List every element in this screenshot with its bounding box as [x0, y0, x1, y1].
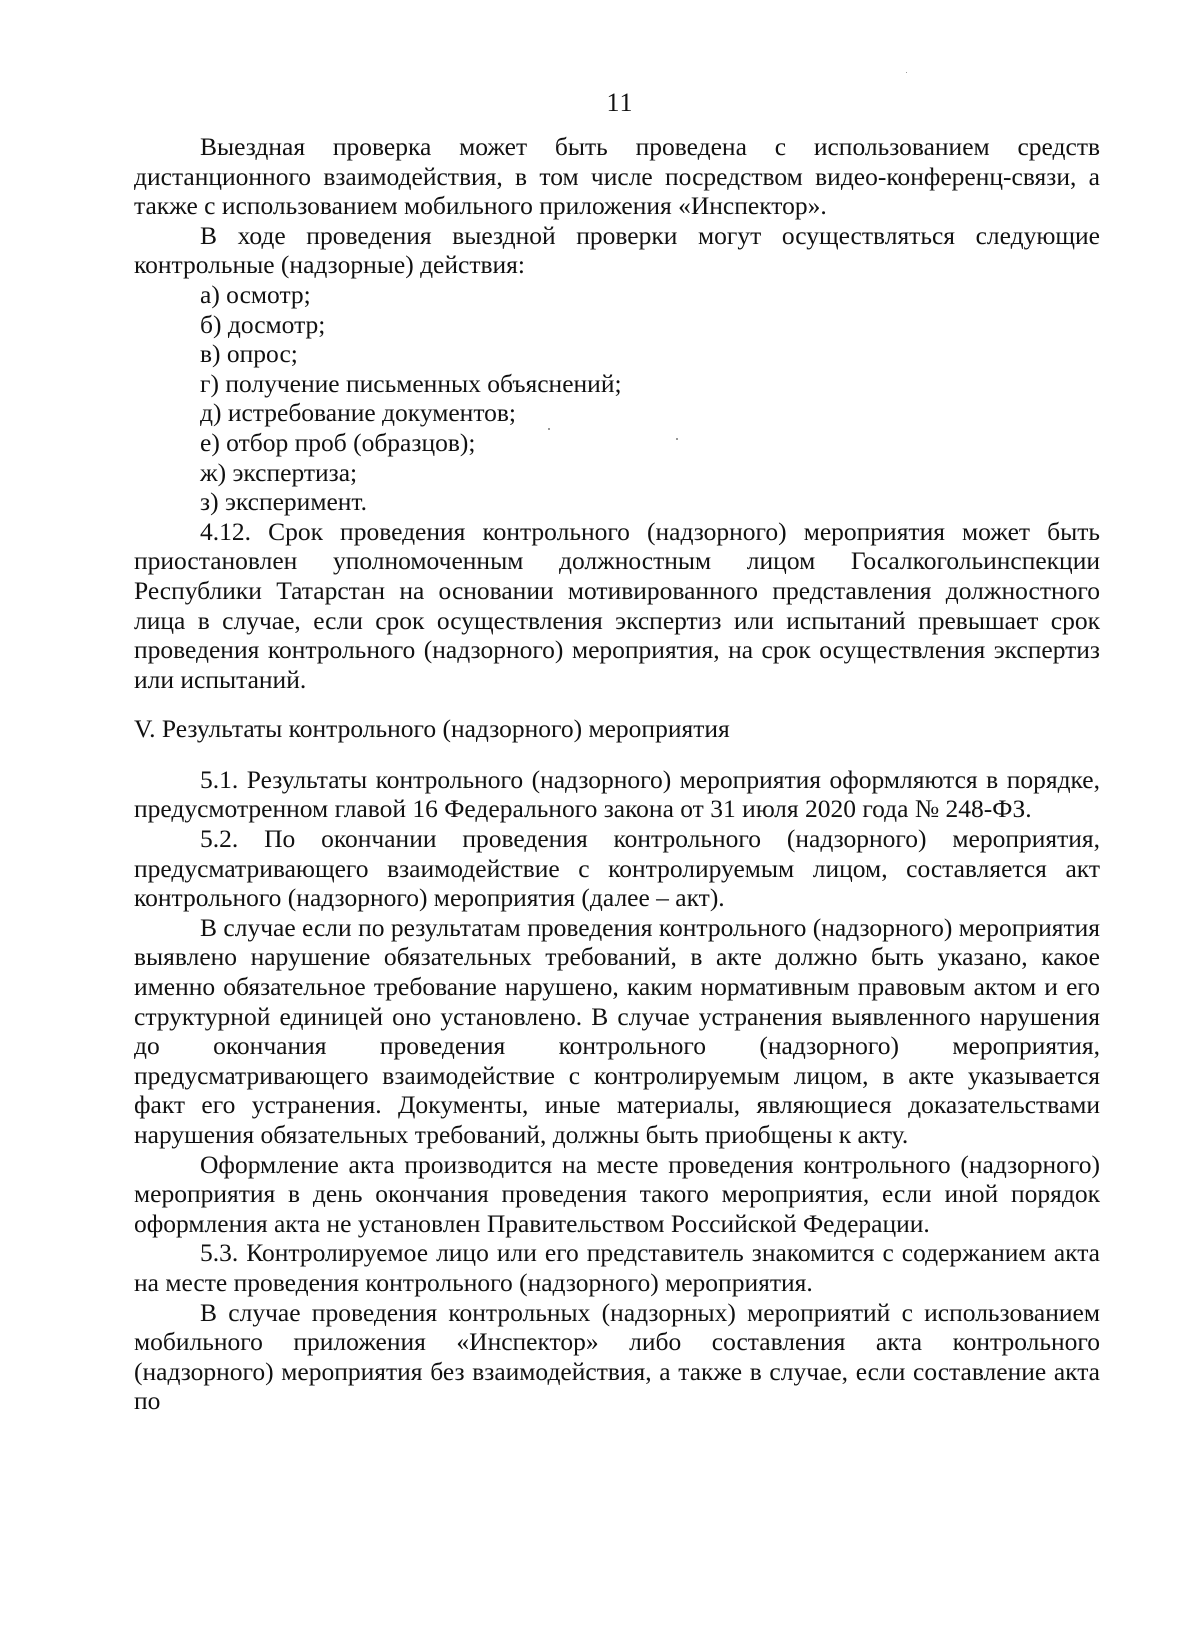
list-item: в) опрос; [200, 339, 298, 369]
clause-5-1: 5.1. Результаты контрольного (надзорного) мероприятия оформляются в порядке, предусмотренном главой 16 Федерального закона от 31 июля 2020 года № 248-ФЗ. [134, 764, 1100, 824]
section-heading: V. Результаты контрольного (надзорного) мероприятия [134, 714, 730, 744]
clause-5-3: 5.3. Контролируемое лицо или его представитель знакомится с содержанием акта на месте проведения контрольного (надзорного) мероприятия. [134, 1238, 1100, 1297]
paragraph-violation-details: В случае если по результатам проведения контрольного (надзорного) мероприятия выявлено нарушение обязательных требований, в акте должно быть указано, какое именно обязательное требование нарушено, каким нормативным правовым актом и его структурной единицей оно установлено. В случае устранения выявленного нарушения до окончания проведения контрольного (надзорного) мероприятия, предусматривающего взаимодействие с контролируемым лицом, в акте указывается факт его устранения. Документы, иные материалы, являющиеся доказательствами нарушения обязательных требований, должны быть приобщены к акту. [134, 912, 1100, 1149]
list-item: б) досмотр; [200, 309, 326, 339]
actions-list [134, 280, 1100, 517]
document-body [134, 132, 1100, 1416]
list-item: е) отбор проб (образцов); [200, 427, 476, 457]
list-item: ж) экспертиза; [200, 457, 358, 487]
paragraph-mobile-app: В случае проведения контрольных (надзорных) мероприятий с использованием мобильного приложения «Инспектор» либо составления акта контрольного (надзорного) мероприятия без взаимодействия, а также в случае, если составление акта по [134, 1297, 1100, 1416]
list-item: з) эксперимент. [200, 487, 368, 517]
scan-speck [906, 72, 907, 73]
list-item: д) истребование документов; [200, 398, 517, 428]
scan-speck [548, 428, 550, 430]
paragraph-remote-inspection: Выездная проверка может быть проведена с использованием средств дистанционного взаимодействия, в том числе посредством видео-конференц-связи, а также с использованием мобильного приложения «Инспектор». [134, 132, 1100, 221]
page-number: 11 [606, 88, 634, 117]
list-item: а) осмотр; [200, 279, 311, 309]
clause-5-2: 5.2. По окончании проведения контрольного (надзорного) мероприятия, предусматривающего взаимодействие с контролируемым лицом, составляется акт контрольного (надзорного) мероприятия (далее – акт). [134, 824, 1100, 913]
scan-speck [676, 438, 678, 440]
list-item: г) получение письменных объяснений; [200, 368, 622, 398]
paragraph-act-drafting: Оформление акта производится на месте проведения контрольного (надзорного) мероприятия в день окончания проведения такого мероприятия, если иной порядок оформления акта не установлен Правительством Российской Федерации. [134, 1149, 1100, 1238]
paragraph-actions-intro: В ходе проведения выездной проверки могут осуществляться следующие контрольные (надзорные) действия: [134, 220, 1100, 280]
clause-4-12: 4.12. Срок проведения контрольного (надзорного) мероприятия может быть приостановлен уполномоченным должностным лицом Госалкогольинспекции Республики Татарстан на основании мотивированного представления должностного лица в случае, если срок осуществления экспертиз или испытаний превышает срок проведения контрольного (надзорного) мероприятия, на срок осуществления экспертиз или испытаний. [134, 516, 1100, 694]
